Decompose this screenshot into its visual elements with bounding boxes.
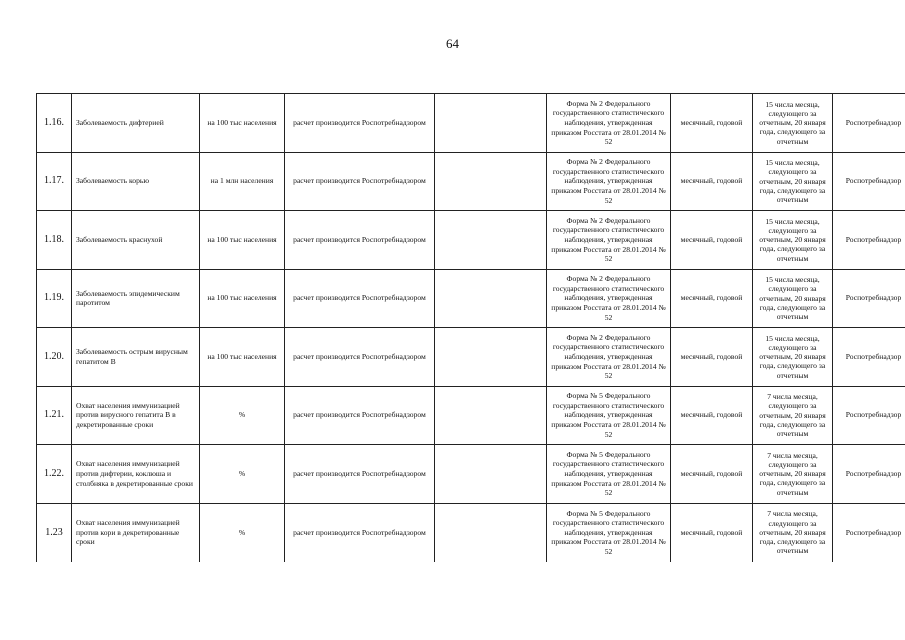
table-row [37,94,905,153]
row-number: 1.22. [37,445,72,504]
table-row [37,269,905,328]
row-number: 1.23 [37,503,72,562]
row-number: 1.19. [37,269,72,328]
table-row [37,386,905,445]
row-number: 1.16. [37,94,72,153]
table-row [37,328,905,387]
unit-of-measure: % [200,445,285,504]
unit-of-measure: на 100 тыс населения [200,328,285,387]
calculation-method: расчет производится Роспотребнадзором [285,503,435,562]
periodicity: месячный, годовой [671,269,753,328]
indicator-name: Заболеваемость эпидемическим паротитом [72,269,200,328]
periodicity: месячный, годовой [671,328,753,387]
responsible-body: Роспотребнадзор [833,386,905,445]
table-row [37,445,905,504]
calculation-method: расчет производится Роспотребнадзором [285,269,435,328]
periodicity: месячный, годовой [671,152,753,211]
periodicity: месячный, годовой [671,445,753,504]
row-number: 1.17. [37,152,72,211]
responsible-body: Роспотребнадзор [833,94,905,153]
indicator-name: Охват населения иммунизацией против кори в декретированные сроки [72,503,200,562]
periodicity: месячный, годовой [671,94,753,153]
row-number: 1.18. [37,211,72,270]
unit-of-measure: на 1 млн населения [200,152,285,211]
calculation-method: расчет производится Роспотребнадзором [285,328,435,387]
indicator-table [36,93,905,562]
data-source: Форма № 5 Федерального государственного статистического наблюдения, утвержденная приказом Росстата от 28.01.2014 № 52 [547,503,671,562]
deadline: 7 числа месяца, следующего за отчетным, 20 января года, следующего за отчетным [753,503,833,562]
deadline: 15 числа месяца, следующего за отчетным, 20 января года, следующего за отчетным [753,328,833,387]
indicator-name: Заболеваемость корью [72,152,200,211]
empty-cell [435,386,547,445]
empty-cell [435,211,547,270]
periodicity: месячный, годовой [671,211,753,270]
deadline: 15 числа месяца, следующего за отчетным, 20 января года, следующего за отчетным [753,269,833,328]
unit-of-measure: на 100 тыс населения [200,211,285,270]
unit-of-measure: на 100 тыс населения [200,269,285,328]
page-number: 64 [446,36,459,51]
empty-cell [435,445,547,504]
responsible-body: Роспотребнадзор [833,328,905,387]
calculation-method: расчет производится Роспотребнадзором [285,152,435,211]
data-source: Форма № 2 Федерального государственного статистического наблюдения, утвержденная приказом Росстата от 28.01.2014 № 52 [547,328,671,387]
responsible-body: Роспотребнадзор [833,269,905,328]
periodicity: месячный, годовой [671,386,753,445]
calculation-method: расчет производится Роспотребнадзором [285,94,435,153]
deadline: 7 числа месяца, следующего за отчетным, 20 января года, следующего за отчетным [753,445,833,504]
table-row [37,152,905,211]
responsible-body: Роспотребнадзор [833,503,905,562]
table-row [37,503,905,562]
responsible-body: Роспотребнадзор [833,211,905,270]
calculation-method: расчет производится Роспотребнадзором [285,211,435,270]
unit-of-measure: % [200,386,285,445]
data-source: Форма № 2 Федерального государственного статистического наблюдения, утвержденная приказом Росстата от 28.01.2014 № 52 [547,94,671,153]
deadline: 15 числа месяца, следующего за отчетным, 20 января года, следующего за отчетным [753,152,833,211]
unit-of-measure: на 100 тыс населения [200,94,285,153]
row-number: 1.21. [37,386,72,445]
indicator-name: Охват населения иммунизацией против дифтерии, коклюша и столбняка в декретированные сроки [72,445,200,504]
calculation-method: расчет производится Роспотребнадзором [285,445,435,504]
empty-cell [435,269,547,328]
deadline: 15 числа месяца, следующего за отчетным, 20 января года, следующего за отчетным [753,94,833,153]
empty-cell [435,152,547,211]
data-source: Форма № 5 Федерального государственного статистического наблюдения, утвержденная приказом Росстата от 28.01.2014 № 52 [547,445,671,504]
responsible-body: Роспотребнадзор [833,445,905,504]
periodicity: месячный, годовой [671,503,753,562]
indicator-name: Охват населения иммунизацией против вирусного гепатита В в декретированные сроки [72,386,200,445]
table-row [37,211,905,270]
indicator-name: Заболеваемость дифтерией [72,94,200,153]
deadline: 15 числа месяца, следующего за отчетным, 20 января года, следующего за отчетным [753,211,833,270]
responsible-body: Роспотребнадзор [833,152,905,211]
data-source: Форма № 5 Федерального государственного статистического наблюдения, утвержденная приказом Росстата от 28.01.2014 № 52 [547,386,671,445]
row-number: 1.20. [37,328,72,387]
empty-cell [435,503,547,562]
data-source: Форма № 2 Федерального государственного статистического наблюдения, утвержденная приказом Росстата от 28.01.2014 № 52 [547,211,671,270]
data-source: Форма № 2 Федерального государственного статистического наблюдения, утвержденная приказом Росстата от 28.01.2014 № 52 [547,152,671,211]
deadline: 7 числа месяца, следующего за отчетным, 20 января года, следующего за отчетным [753,386,833,445]
empty-cell [435,328,547,387]
indicator-name: Заболеваемость краснухой [72,211,200,270]
data-source: Форма № 2 Федерального государственного статистического наблюдения, утвержденная приказом Росстата от 28.01.2014 № 52 [547,269,671,328]
calculation-method: расчет производится Роспотребнадзором [285,386,435,445]
indicator-name: Заболеваемость острым вирусным гепатитом В [72,328,200,387]
empty-cell [435,94,547,153]
unit-of-measure: % [200,503,285,562]
